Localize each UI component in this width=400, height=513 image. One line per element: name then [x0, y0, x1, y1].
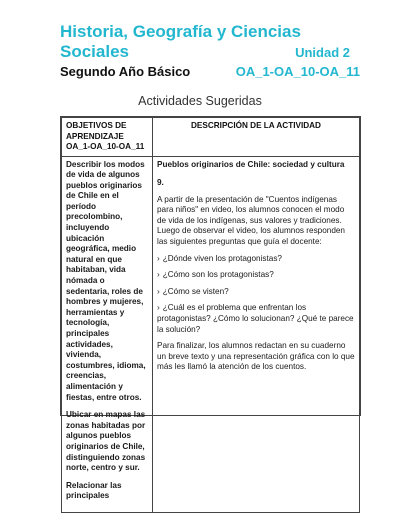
question-text: ¿Dónde viven los protagonistas?: [162, 253, 282, 263]
activity-closing: Para finalizar, los alumnos redactan en su cuaderno un breve texto y una representación gráfica con lo que más les llamó la atención de los cuentos.: [157, 341, 355, 372]
activity-number: 9.: [157, 178, 164, 188]
question-text: ¿Cómo se visten?: [162, 286, 229, 296]
question-item: [157, 287, 355, 298]
question-item: [157, 254, 355, 265]
grade-label: Segundo Año Básico: [60, 64, 191, 79]
bullet-marker: ›: [157, 286, 160, 296]
question-text: ¿Cómo son los protagonistas?: [162, 270, 274, 280]
oa-range-label: OA_1-OA_10-OA_11: [235, 64, 360, 79]
unit-label: Unidad 2: [295, 45, 350, 60]
grade-oa-row: [60, 64, 360, 79]
subject-unit-row: [60, 42, 360, 62]
section-title: Actividades Sugeridas: [138, 94, 262, 108]
document-header: [60, 22, 360, 79]
objective-text: Relacionar las principales: [66, 480, 122, 501]
subject-title-line2: Sociales: [60, 42, 129, 61]
activity-intro: A partir de la presentación de "Cuentos indígenas para niños" en video, los alumnos conocen el modo de vida de los indígenas, sus valores y tradiciones. Luego de observar el video, los alumnos responden las siguientes preguntas que guía el docente:: [157, 194, 345, 247]
objectives-header: OBJETIVOS DE APRENDIZAJE OA_1-OA_10-OA_11: [62, 118, 153, 157]
table-row: [62, 156, 360, 512]
activity-cell: [153, 156, 360, 512]
subject-title-line1: Historia, Geografía y Ciencias: [60, 22, 301, 41]
question-text: ¿Cuál es el problema que enfrentan los protagonistas? ¿Cómo lo solucionan? ¿Qué te parece la solución?: [157, 303, 354, 334]
bullet-marker: ›: [157, 303, 160, 313]
bullet-marker: ›: [157, 253, 160, 263]
bullet-marker: ›: [157, 270, 160, 280]
objective-text: Describir los modos de vida de algunos pueblos originarios de Chile en el período precolombino, incluyendo ubicación geográfica, medio natural en que habitaban, vida nómada o sedentaria, roles de hombres y mujeres, herramientas y tecnología, principales actividades, vivienda, costumbres, idioma, creencias, alimentación y fiestas, entre otros.: [66, 159, 146, 402]
objectives-cell: [62, 156, 153, 512]
activity-description-header: DESCRIPCIÓN DE LA ACTIVIDAD: [153, 118, 360, 157]
activity-title: Pueblos originarios de Chile: sociedad y cultura: [157, 159, 345, 169]
question-item: [157, 270, 355, 281]
table-header-row: [62, 118, 360, 157]
activities-table: [60, 116, 361, 501]
question-item: [157, 303, 355, 335]
objective-text: Ubicar en mapas las zonas habitadas por algunos pueblos originarios de Chile, distinguiendo zonas norte, centro y sur.: [66, 410, 146, 473]
